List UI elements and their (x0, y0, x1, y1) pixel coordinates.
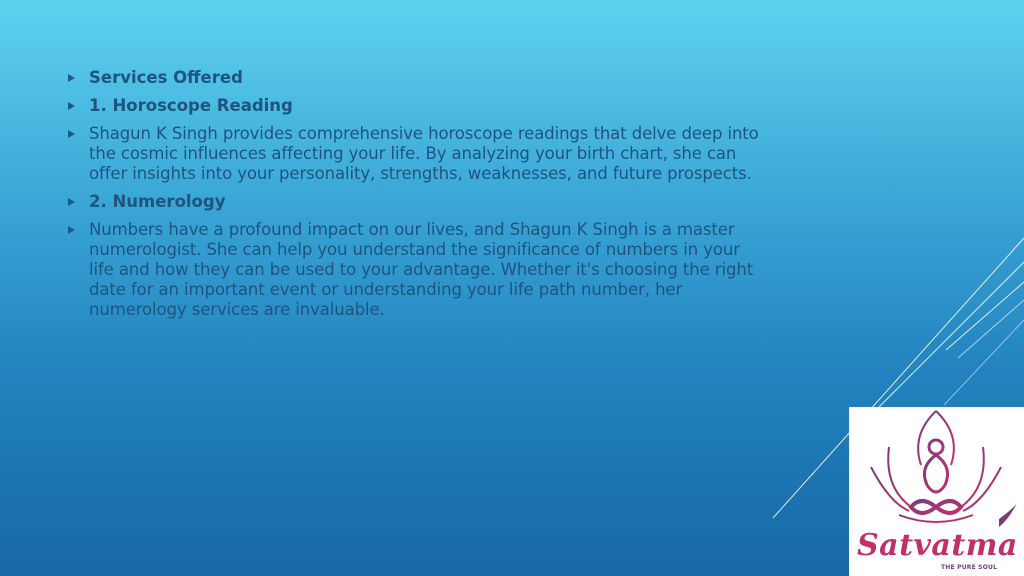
bullet-arrow-icon (68, 226, 75, 234)
bullet-numerology-heading (66, 192, 766, 212)
logo (849, 407, 1024, 576)
bullet-list (66, 68, 766, 328)
bullet-text: Shagun K Singh provides comprehensive horoscope readings that delve deep into the cosmic influences affecting your life. By analyzing your birth chart, she can offer insights into your personality, strengths, weaknesses, and future prospects. (89, 124, 759, 183)
bullet-arrow-icon (68, 102, 75, 110)
bullet-text: Numbers have a profound impact on our lives, and Shagun K Singh is a master numerologist. She can help you understand the significance of numbers in your life and how they can be used to your advantage. Whether it's choosing the right date for an important event or understanding your life path number, her numerology services are invaluable. (89, 220, 754, 319)
bullet-text: 2. Numerology (89, 192, 226, 211)
bullet-arrow-icon (68, 74, 75, 82)
bullet-services-offered (66, 68, 766, 88)
bullet-horoscope-description (66, 124, 766, 184)
bullet-text: Services Offered (89, 68, 243, 87)
bullet-text: 1. Horoscope Reading (89, 96, 293, 115)
bullet-horoscope-heading (66, 96, 766, 116)
logo-tagline: THE PURE SOUL (941, 564, 998, 571)
bullet-arrow-icon (68, 198, 75, 206)
logo-wordmark: Satvatma (857, 528, 1018, 563)
bullet-arrow-icon (68, 130, 75, 138)
bullet-numerology-description (66, 220, 766, 320)
